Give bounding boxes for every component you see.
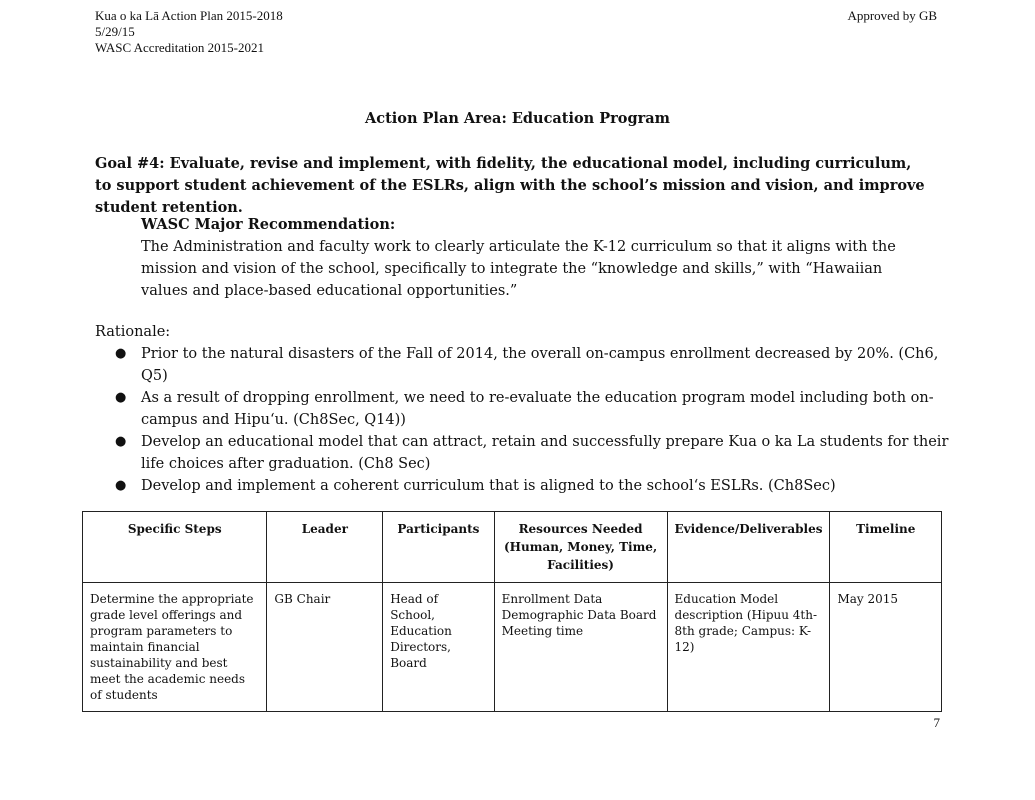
column-header-resources: Resources Needed (Human, Money, Time, Facilities) [494, 512, 667, 583]
cell-specific-steps: Determine the appropriate grade level offerings and program parameters to maintain financial sustainability and best meet the academic needs of students [83, 583, 267, 712]
rationale-item-text: Develop and implement a coherent curriculum that is aligned to the school‘s ESLRs. (Ch8Sec) [141, 478, 836, 494]
header-date: 5/29/15 [95, 24, 135, 39]
rationale-item-text: As a result of dropping enrollment, we need to re-evaluate the education program model including both on-campus and Hipuʻu. (Ch8Sec, Q14)) [141, 390, 934, 428]
header-approved: Approved by GB [847, 8, 937, 23]
column-header-timeline: Timeline [830, 512, 942, 583]
page-number: 7 [933, 715, 940, 730]
rationale-item [95, 431, 955, 475]
cell-evidence: Education Model description (Hipuu 4th-8th grade; Campus: K-12) [667, 583, 830, 712]
goal-statement: Goal #4: Evaluate, revise and implement, with fidelity, the educational model, including curriculum, to support student achievement of the ESLRs, align with the school’s mission and vision, and improve student retention. [95, 155, 925, 216]
column-header-participants: Participants [383, 512, 494, 583]
rationale-item-text: Prior to the natural disasters of the Fall of 2014, the overall on-campus enrollment decreased by 20%. (Ch6, Q5) [141, 346, 939, 384]
cell-leader: GB Chair [267, 583, 383, 712]
wasc-recommendation-title: WASC Major Recommendation: [141, 216, 396, 233]
document-header [95, 8, 283, 56]
bullet-icon: ● [115, 478, 127, 493]
table-row [83, 583, 942, 712]
wasc-recommendation-text: The Administration and faculty work to clearly articulate the K-12 curriculum so that it aligns with the mission and vision of the school, specifically to integrate the “knowledge and skills,” with “Hawaiian values and place-based educational opportunities.” [141, 239, 896, 299]
rationale-section [95, 321, 955, 497]
column-header-evidence: Evidence/Deliverables [667, 512, 830, 583]
bullet-icon: ● [115, 390, 127, 405]
column-header-leader: Leader [267, 512, 383, 583]
rationale-item [95, 387, 955, 431]
action-plan-table [82, 511, 942, 712]
header-accreditation: WASC Accreditation 2015-2021 [95, 40, 264, 55]
bullet-icon: ● [115, 346, 127, 361]
table-header-row [83, 512, 942, 583]
rationale-item [95, 343, 955, 387]
rationale-title: Rationale: [95, 324, 171, 340]
rationale-item [95, 475, 955, 497]
column-header-specific-steps: Specific Steps [83, 512, 267, 583]
action-plan-area-title: Action Plan Area: Education Program [364, 110, 670, 127]
cell-resources: Enrollment Data Demographic Data Board Meeting time [494, 583, 667, 712]
header-plan-title: Kua o ka Lā Action Plan 2015-2018 [95, 8, 283, 23]
rationale-item-text: Develop an educational model that can attract, retain and successfully prepare Kua o ka La students for their life choices after graduation. (Ch8 Sec) [141, 434, 949, 472]
cell-timeline: May 2015 [830, 583, 942, 712]
cell-participants: Head of School, Education Directors, Board [383, 583, 494, 712]
wasc-recommendation [141, 214, 931, 302]
rationale-list [95, 343, 955, 497]
bullet-icon: ● [115, 434, 127, 449]
